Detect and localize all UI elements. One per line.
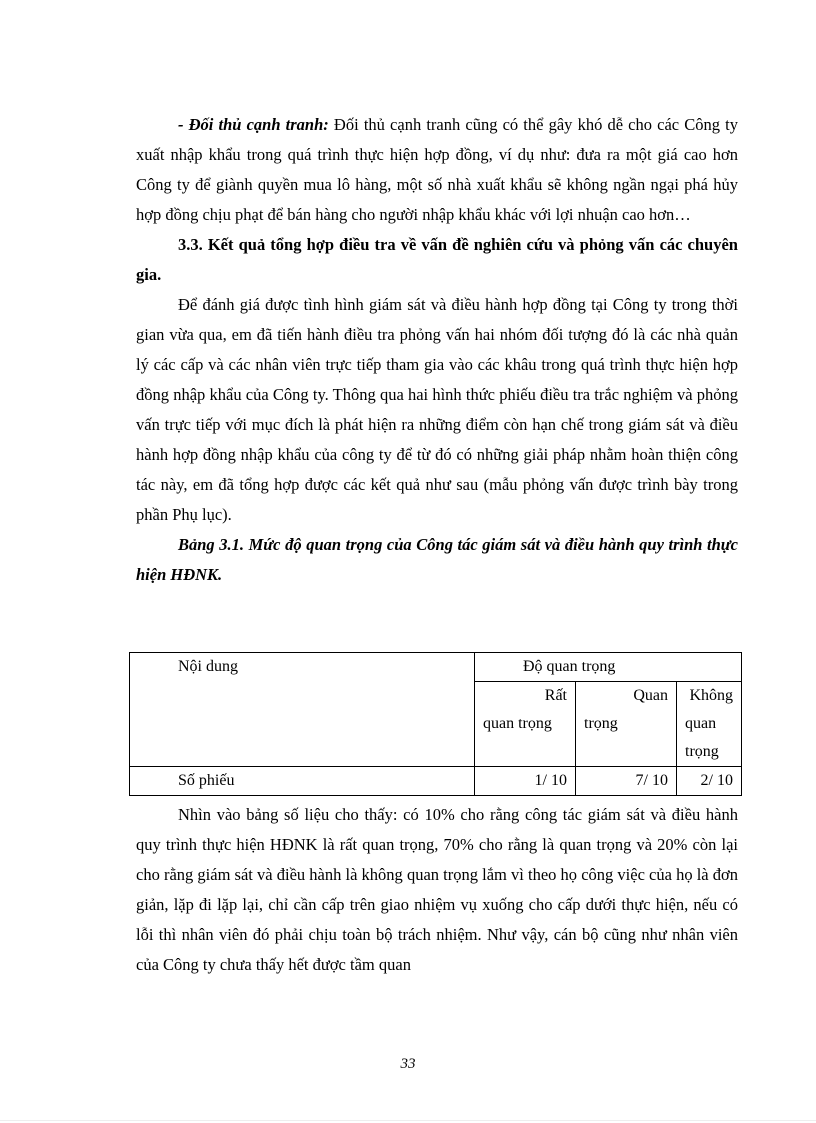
section-heading: 3.3. Kết quả tổng hợp điều tra về vấn đề nghiên cứu và phỏng vấn các chuyên gia. [136,235,738,284]
subheader-not-important [677,682,742,767]
importance-table [129,652,742,796]
value-very-important: 1/ 10 [475,767,576,796]
body-text-top [136,110,738,590]
value-not-important: 2/ 10 [677,767,742,796]
header-importance: Độ quan trọng [475,653,742,682]
paragraph-competitors [136,110,738,230]
subheader-very-important [475,682,576,767]
table-caption: Bảng 3.1. Mức độ quan trọng của Công tác giám sát và điều hành quy trình thực hiện HĐNK. [136,535,738,584]
page-number: 33 [400,1056,416,1072]
subheader-important [576,682,677,767]
subheader-imp-line1: Quan [633,687,668,704]
page-bottom-edge [0,1120,816,1121]
table-header-row [130,653,742,682]
subheader-imp-line2: trọng [584,715,618,732]
body-text-bottom [136,800,738,980]
subheader-not-line1: Không [689,687,733,704]
table-row [130,767,742,796]
paragraph-analysis: Nhìn vào bảng số liệu cho thấy: có 10% cho rằng công tác giám sát và điều hành quy trình thực hiện HĐNK là rất quan trọng, 70% cho rằng là quan trọng và 20% còn lại cho rằng giám sát và điều hành là không quan trọng lắm vì theo họ công việc của họ là đơn giản, lặp đi lặp lại, chỉ cần cấp trên giao nhiệm vụ xuống cho cấp dưới thực hiện, nếu có lỗi thì nhân viên đó phải chịu toàn bộ trách nhiệm. Như vậy, cán bộ cũng như nhân viên của Công ty chưa thấy hết được tầm quan [136,805,738,974]
value-important: 7/ 10 [576,767,677,796]
subheader-very-line1: Rất [544,687,567,704]
header-content: Nội dung [130,653,475,767]
competitors-lead: - Đối thủ cạnh tranh: [178,115,329,134]
competitors-text: Đối thủ cạnh tranh cũng có thể gây khó dễ cho các Công ty xuất nhập khẩu trong quá trình thực hiện hợp đồng, ví dụ như: đưa ra một giá cao hơn Công ty để giành quyền mua lô hàng, một số nhà xuất khẩu sẽ không ngần ngại phá hủy hợp đồng chịu phạt để bán hàng cho người nhập khẩu khác với lợi nhuận cao hơn… [136,115,738,224]
paragraph-survey-intro: Để đánh giá được tình hình giám sát và điều hành hợp đồng tại Công ty trong thời gian vừa qua, em đã tiến hành điều tra phỏng vấn hai nhóm đối tượng đó là các nhà quản lý các cấp và các nhân viên trực tiếp tham gia vào các khâu trong quá trình thực hiện hợp đồng nhập khẩu của Công ty. Thông qua hai hình thức phiếu điều tra trắc nghiệm và phỏng vấn trực tiếp với mục đích là phát hiện ra những điểm còn hạn chế trong giám sát và điều hành hợp đồng nhập khẩu của công ty để từ đó có những giải pháp nhằm hoàn thiện công tác này, em đã tổng hợp được các kết quả như sau (mẫu phỏng vấn được trình bày trong phần Phụ lục). [136,295,738,524]
subheader-not-line2: quan trọng [685,715,719,760]
row-label: Số phiếu [130,767,475,796]
subheader-very-line2: quan trọng [483,715,552,732]
